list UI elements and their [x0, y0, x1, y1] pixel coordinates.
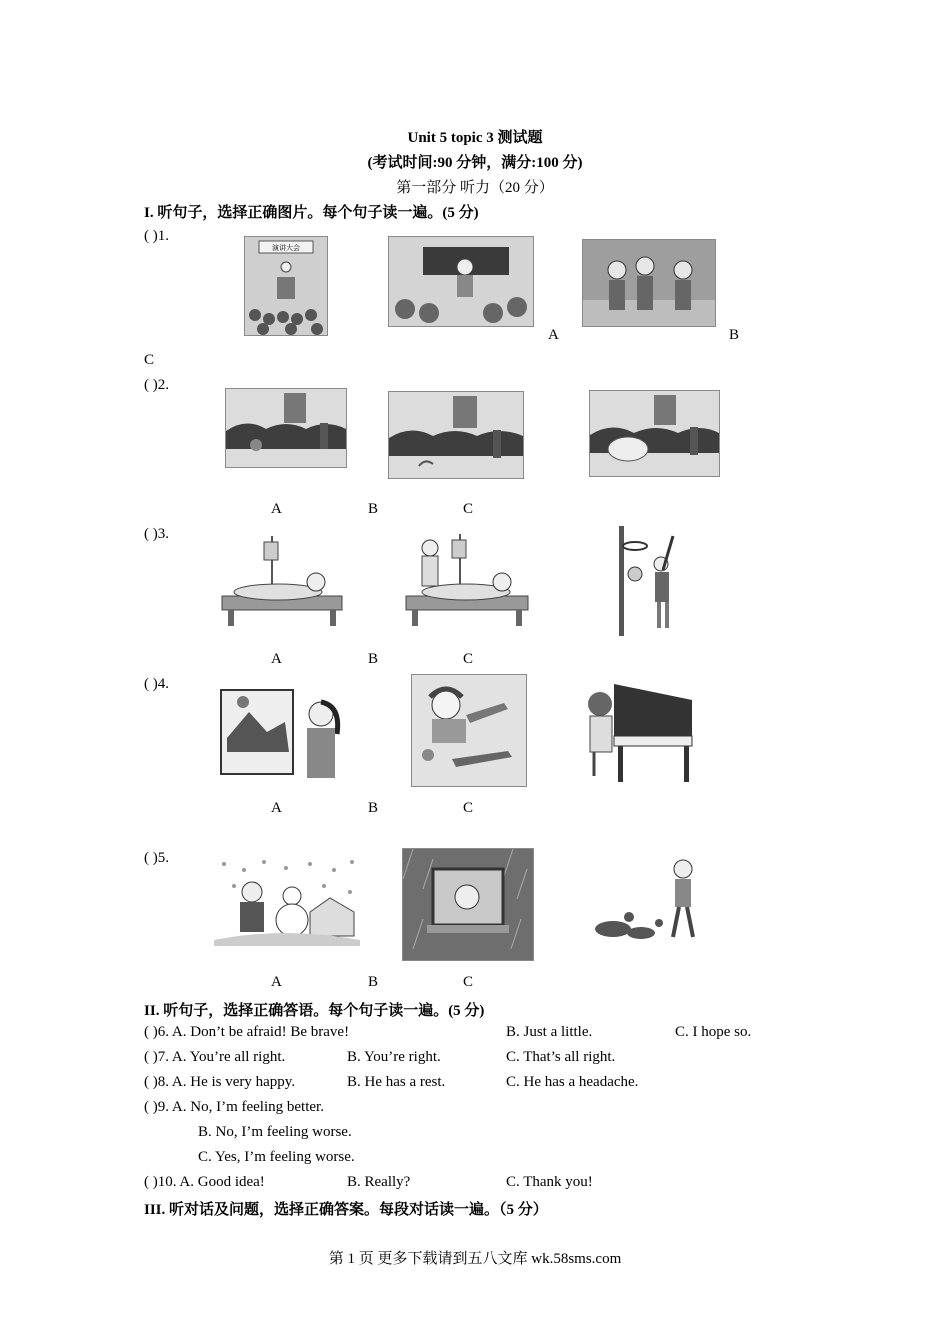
q5-option-c: C: [463, 974, 474, 990]
q3-picture-b: [402, 530, 532, 629]
q3-picture-a: [218, 532, 346, 629]
q9-option-a: ( )9. A. No, I’m feeling better.: [144, 1099, 324, 1115]
doc-title: Unit 5 topic 3 测试题: [407, 130, 543, 146]
section-2-heading: [144, 999, 484, 1020]
q2-option-b: B: [368, 501, 379, 517]
q3-option-a: A: [271, 651, 282, 667]
q8-option-c: C. He has a headache.: [506, 1074, 639, 1090]
section-1-number: I: [144, 205, 150, 221]
q10-option-b: B. Really?: [347, 1174, 411, 1190]
q5-picture-a: [214, 856, 360, 946]
section-3-heading: [144, 1198, 548, 1219]
q2-picture-a: [225, 388, 347, 468]
q5-label: ( )5.: [144, 850, 169, 866]
q9-option-b: B. No, I’m feeling worse.: [198, 1124, 352, 1140]
q3-label: ( )3.: [144, 526, 169, 542]
q4-picture-b: [411, 674, 527, 787]
q1-sign-text: 演讲大会: [272, 244, 300, 252]
part-heading: 第一部分 听力（20 分）: [396, 180, 554, 196]
q4-option-b: B: [368, 800, 379, 816]
q4-option-c: C: [463, 800, 474, 816]
doc-subtitle: (考试时间:90 分钟，满分:100 分): [367, 155, 583, 171]
section-3-text: . 听对话及问题，选择正确答案。每段对话读一遍。（5 分）: [161, 1202, 548, 1218]
q5-picture-c: [589, 855, 718, 942]
q7-option-a: ( )7. A. You’re all right.: [144, 1049, 286, 1065]
section-2-number: II: [144, 1003, 156, 1019]
q2-picture-b: [388, 391, 524, 479]
q1-option-b: B: [729, 327, 740, 343]
section-1-heading: [144, 201, 479, 222]
q4-picture-a: [215, 682, 347, 782]
page-footer: 第 1 页 更多下载请到五八文库 wk.58sms.com: [328, 1251, 622, 1267]
q4-label: ( )4.: [144, 676, 169, 692]
section-3-number: III: [144, 1202, 162, 1218]
q6-option-c: C. I hope so.: [675, 1024, 752, 1040]
q1-picture-b: [388, 236, 534, 327]
q5-option-a: A: [271, 974, 282, 990]
q2-picture-c: [589, 390, 720, 477]
section-2-text: . 听句子，选择正确答语。每个句子读一遍。(5 分): [155, 1003, 485, 1019]
q2-label: ( )2.: [144, 377, 169, 393]
q10-option-a: ( )10. A. Good idea!: [144, 1174, 265, 1190]
q3-option-c: C: [463, 651, 474, 667]
q2-option-c: C: [463, 501, 474, 517]
q6-option-b: B. Just a little.: [506, 1024, 593, 1040]
q6-option-a: ( )6. A. Don’t be afraid! Be brave!: [144, 1024, 350, 1040]
q5-picture-b: [402, 848, 534, 961]
q9-option-c: C. Yes, I’m feeling worse.: [198, 1149, 355, 1165]
q7-option-b: B. You’re right.: [347, 1049, 441, 1065]
q3-picture-c: [613, 524, 687, 636]
q1-picture-c: [582, 239, 716, 327]
q1-label: ( )1.: [144, 228, 169, 244]
section-1-text: . 听句子，选择正确图片。每个句子读一遍。(5 分): [149, 205, 479, 221]
q4-option-a: A: [271, 800, 282, 816]
q8-option-b: B. He has a rest.: [347, 1074, 446, 1090]
q1-option-c: C: [144, 352, 155, 368]
q10-option-c: C. Thank you!: [506, 1174, 593, 1190]
q7-option-c: C. That’s all right.: [506, 1049, 616, 1065]
q2-option-a: A: [271, 501, 282, 517]
q1-option-a: A: [548, 327, 559, 343]
q8-option-a: ( )8. A. He is very happy.: [144, 1074, 296, 1090]
q4-picture-c: [584, 680, 696, 786]
q1-picture-a: [244, 236, 328, 336]
q3-option-b: B: [368, 651, 379, 667]
q5-option-b: B: [368, 974, 379, 990]
